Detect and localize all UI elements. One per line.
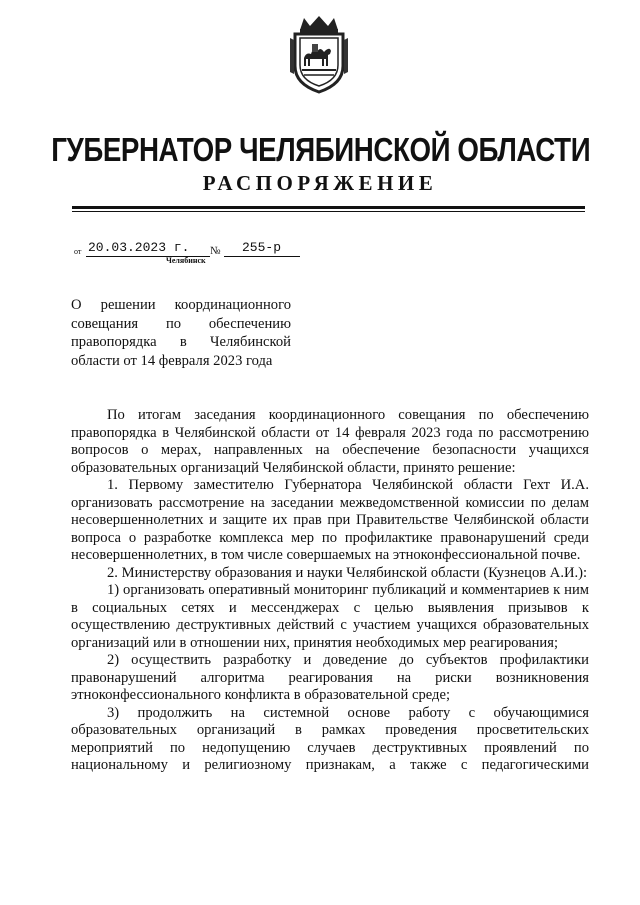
order-date: 20.03.2023 г. <box>88 240 190 255</box>
paragraph: 2) осуществить разработку и доведение до субъектов профилактики правонарушений алгоритма реагирования на риски возникновения этноконфессионального конфликта в образовательной среде; <box>71 652 589 703</box>
paragraph: 2. Министерству образования и науки Челябинской области (Кузнецов А.И.): <box>107 564 588 581</box>
document-title: ГУБЕРНАТОР ЧЕЛЯБИНСКОЙ ОБЛАСТИ <box>51 131 591 168</box>
paragraph: 1. Первому заместителю Губернатора Челябинской области Гехт И.А. организовать рассмотрение на заседании межведомственной комиссии по делам несовершеннолетних и защите их прав при Правительстве Челябинской области вопроса о разработке комплекса мер по профилактике правонарушений среди несовершеннолетних, в том числе совершаемых на этноконфессиональной почве. <box>71 477 589 563</box>
order-subject: О решении координационного совещания по обеспечению правопорядка в Челябинской области от 14 февраля 2023 года <box>71 297 291 369</box>
order-body <box>71 407 589 775</box>
city-label: Челябинск <box>166 256 206 265</box>
number-label: № <box>210 245 221 257</box>
document-type: РАСПОРЯЖЕНИЕ <box>202 171 438 195</box>
order-number: 255-р <box>242 240 282 255</box>
header-rule-thin <box>72 211 585 212</box>
number-underline <box>224 256 300 257</box>
from-label: от <box>74 247 82 256</box>
header-rule-thick <box>72 206 585 209</box>
paragraph: 3) продолжить на системной основе работу с обучающимися образовательных организаций в рамках проведения просветительских мероприятий по недопущению случаев деструктивных проявлений по национальному и религиозному признакам, а также с педагогическими <box>71 704 589 773</box>
coat-of-arms-icon <box>286 14 352 94</box>
paragraph: По итогам заседания координационного совещания по обеспечению правопорядка в Челябинской области от 14 февраля 2023 года по рассмотрению вопросов о мерах, направленных на обеспечение безопасности учащихся образовательных организаций Челябинской области, принято решение: <box>71 407 589 476</box>
paragraph: 1) организовать оперативный мониторинг публикаций и комментариев к ним в социальных сетях и мессенджерах с целью выявления призывов к осуществлению деструктивных действий с участием учащихся образовательных организаций или в отношении них, принятия необходимых мер реагирования; <box>71 582 589 651</box>
